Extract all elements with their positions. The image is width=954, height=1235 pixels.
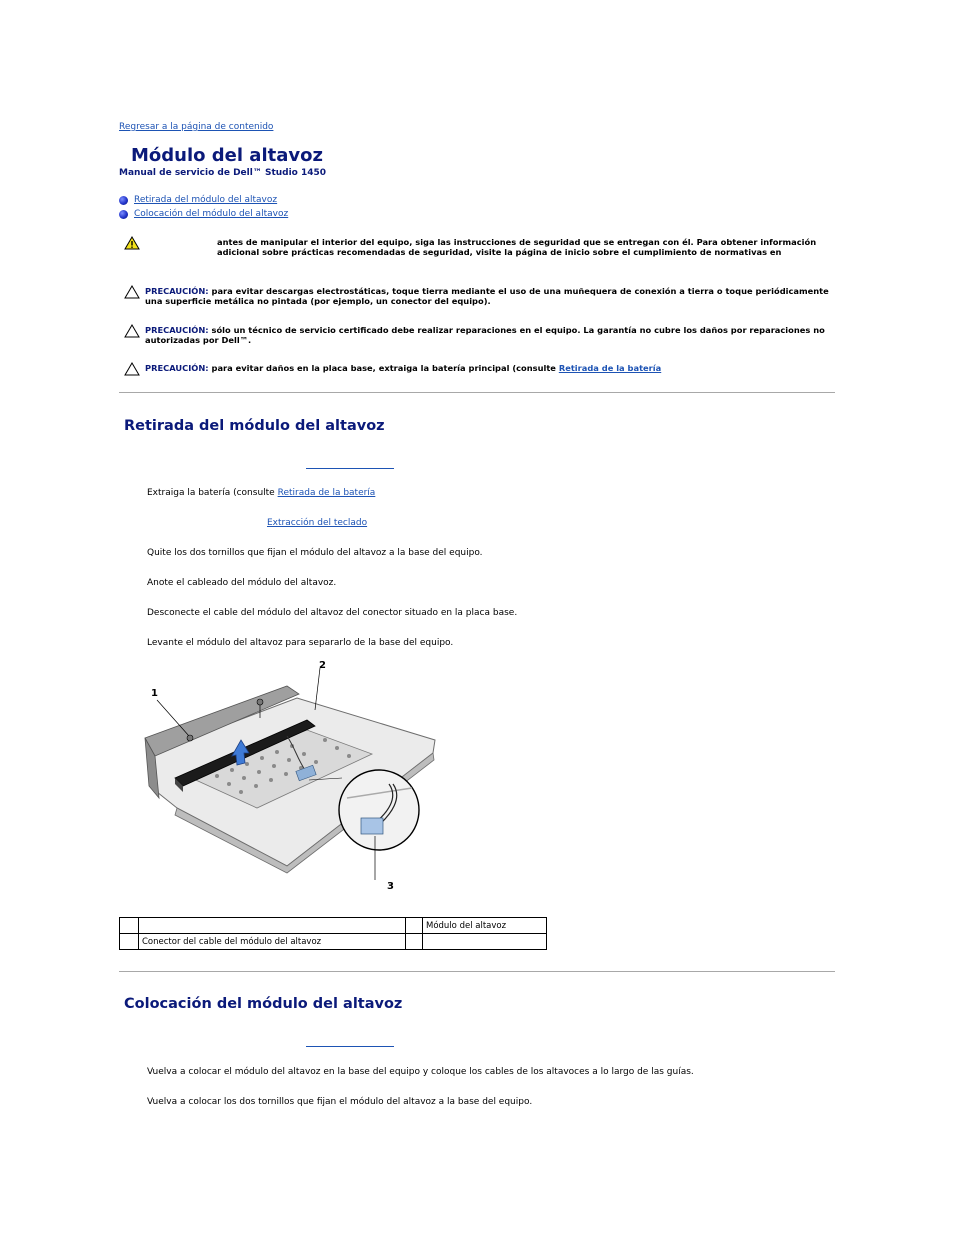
toc-link-removal[interactable]: Retirada del módulo del altavoz	[134, 195, 278, 205]
removal-step-5: Desconecte el cable del módulo del altavoz del conector situado en la placa base.	[147, 608, 518, 618]
bullet-icon	[119, 210, 128, 219]
removal-step-3: Quite los dos tornillos que fijan el módulo del altavoz a la base del equipo.	[147, 548, 483, 558]
caution-label: PRECAUCIÓN:	[145, 325, 209, 335]
link-underline	[306, 468, 394, 469]
caution-notice-battery	[124, 363, 834, 376]
table-row	[120, 934, 547, 950]
caution-notice-esd	[124, 286, 834, 306]
table-cell: Módulo del altavoz	[423, 918, 547, 934]
caution-icon	[124, 285, 140, 299]
table-cell: Conector del cable del módulo del altavoz	[139, 934, 406, 950]
caution-body: para evitar daños en la placa base, extraiga la batería principal (consulte	[211, 363, 556, 373]
warning-icon	[124, 236, 140, 250]
callout-3: 3	[387, 881, 394, 892]
battery-removal-link[interactable]: Retirada de la batería	[558, 363, 662, 373]
table-of-contents	[119, 193, 288, 221]
removal-step-1	[147, 488, 375, 498]
step-text: Extraiga la batería (consulte	[147, 488, 275, 498]
detail-magnifier	[339, 770, 419, 850]
removal-step-4: Anote el cableado del módulo del altavoz.	[147, 578, 337, 588]
caution-text-battery	[145, 363, 834, 376]
page-title: Módulo del altavoz	[131, 145, 323, 166]
toc-item-removal	[119, 193, 288, 207]
caution-notice-technician	[124, 325, 834, 345]
caution-label: PRECAUCIÓN:	[145, 286, 209, 296]
callout-2: 2	[319, 660, 326, 671]
warning-notice	[124, 237, 834, 257]
table-cell	[406, 934, 423, 950]
caution-body: para evitar descargas electrostáticas, toque tierra mediante el uso de una muñequera de conexión a tierra o toque periódicamente una superficie metálica no pintada (por ejemplo, un conector del equipo).	[145, 286, 829, 306]
table-cell	[139, 918, 406, 934]
caution-icon	[124, 362, 140, 376]
table-cell	[423, 934, 547, 950]
section-divider	[119, 971, 835, 972]
speaker-removal-illustration	[137, 658, 437, 893]
caution-text-esd	[145, 286, 834, 306]
caution-icon	[124, 324, 140, 338]
link-underline	[306, 1046, 394, 1047]
battery-removal-link[interactable]: Retirada de la batería	[277, 488, 376, 498]
table-cell	[406, 918, 423, 934]
callout-1: 1	[151, 688, 158, 699]
removal-heading: Retirada del módulo del altavoz	[124, 418, 385, 434]
caution-body: sólo un técnico de servicio certificado debe realizar reparaciones en el equipo. La garantía no cubre los daños por reparaciones no autorizadas por Dell™.	[145, 325, 825, 345]
table-cell	[120, 918, 139, 934]
keyboard-removal-link[interactable]: Extracción del teclado	[267, 518, 368, 528]
table-row	[120, 918, 547, 934]
callout-legend-table	[119, 917, 547, 950]
section-divider	[119, 392, 835, 393]
back-to-contents-link[interactable]: Regresar a la página de contenido	[119, 122, 274, 132]
manual-subtitle: Manual de servicio de Dell™ Studio 1450	[119, 168, 327, 178]
bullet-icon	[119, 196, 128, 205]
replacement-step-2: Vuelva a colocar los dos tornillos que fijan el módulo del altavoz a la base del equipo.	[147, 1097, 533, 1107]
toc-link-replacement[interactable]: Colocación del módulo del altavoz	[134, 209, 289, 219]
table-cell	[120, 934, 139, 950]
replacement-step-1: Vuelva a colocar el módulo del altavoz en la base del equipo y coloque los cables de los altavoces a lo largo de las guías.	[147, 1067, 694, 1077]
caution-text-technician	[145, 325, 834, 345]
warning-text: antes de manipular el interior del equipo, siga las instrucciones de seguridad que se entregan con él. Para obtener información adicional sobre prácticas recomendadas de seguridad, visite la página de inicio sobre el cumplimiento de normativas en	[217, 237, 817, 257]
removal-step-6: Levante el módulo del altavoz para separarlo de la base del equipo.	[147, 638, 454, 648]
caution-label: PRECAUCIÓN:	[145, 363, 209, 373]
replacement-heading: Colocación del módulo del altavoz	[124, 996, 403, 1012]
toc-item-replacement	[119, 207, 288, 221]
